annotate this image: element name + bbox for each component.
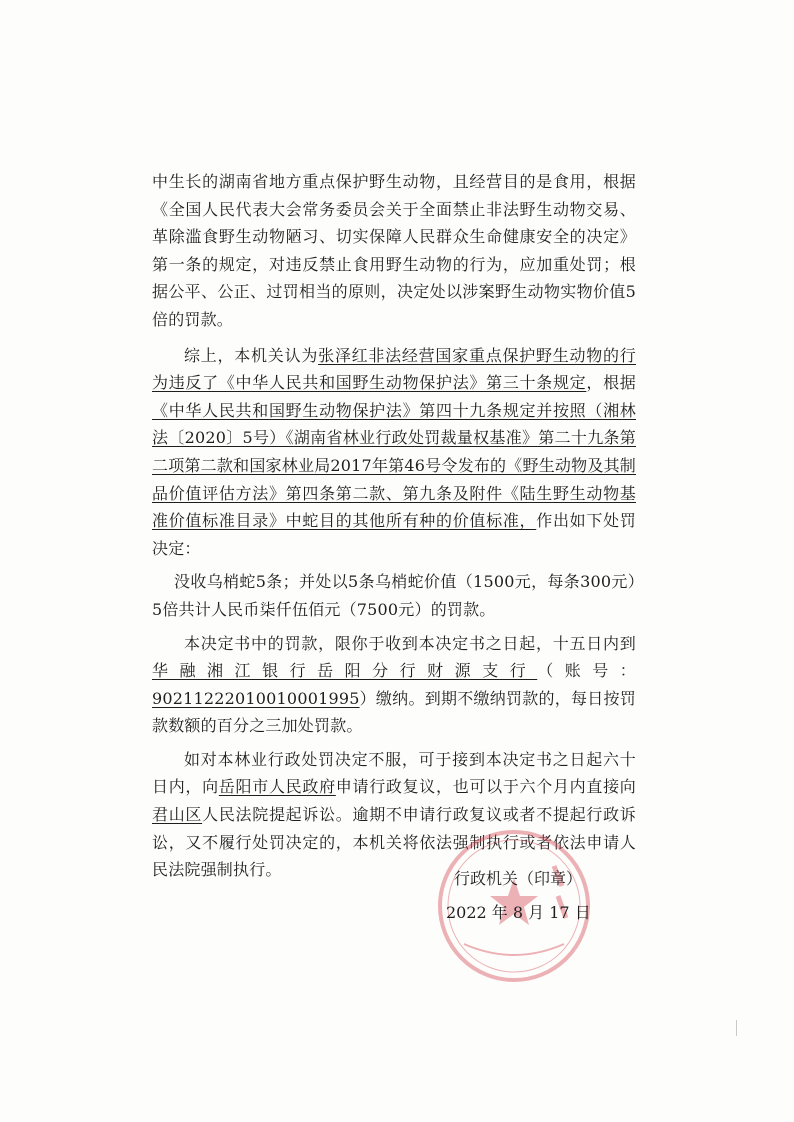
conclusion-end: 作出如下处罚决定： [152, 511, 636, 558]
conclusion-intro: 综上，本机关认为 [184, 345, 319, 365]
account-label: （账号： [537, 661, 636, 681]
penalty-basis-text: 《中华人民共和国野生动物保护法》第四十九条规定并按照（湘林法〔2020〕5号）《湖南省林业行政处罚裁量权基准》第二十九条第二项第二款和国家林业局2017年第46号令发布的《野生动物及其制品价值评估方法》第四条第二款、第九条及附件《陆生野生动物基准价值标准目录》中蛇目的其他所有种的价值标准， [152, 400, 636, 531]
paragraph-conclusion [152, 342, 636, 563]
issuing-authority-label: 行政机关（印章） [454, 869, 583, 888]
appeal-middle: 申请行政复议，也可以于六个月内直接向 [335, 777, 636, 797]
penalty-text: 没收乌梢蛇5条；并处以5条乌梢蛇价值（1500元，每条300元）5倍共计人民币柒仟伍佰元（7500元）的罚款。 [152, 572, 636, 619]
paragraph-text: 中生长的湖南省地方重点保护野生动物，且经营目的是食用，根据《全国人民代表大会常务委员会关于全面禁止非法野生动物交易、革除滥食野生动物陋习、切实保障人民群众生命健康安全的决定》第一条的规定，对违反禁止食用野生动物的行为，应加重处罚；根据公平、公正、过罚相当的原则，决定处以涉案野生动物实物价值5倍的罚款。 [152, 172, 636, 329]
court-district: 君山区 [152, 805, 203, 825]
issue-date: 2022 年 8 月 17 日 [446, 903, 591, 922]
conclusion-connector: ，根据 [586, 373, 636, 393]
payment-deadline-text: 缴纳。到期不缴纳罚款的，每日按罚款数额的百分之三加处罚款。 [152, 688, 637, 736]
paragraph-penalty [152, 568, 636, 623]
appeal-intro: 如对本林业行政处罚决定不服，可于接到本决定书之日起六十日内，向 [152, 749, 636, 797]
appeal-end: 人民法院提起诉讼。逾期不申请行政复议或者不提起行政诉讼，又不履行处罚决定的，本机关将依法强制执行或者依法申请人民法院强制执行。 [152, 805, 636, 880]
account-number: 90211222010010001995 [152, 688, 360, 708]
payment-intro: 本决定书中的罚款，限你于收到本决定书之日起，十五日内到 [184, 633, 636, 653]
bank-name: 华融湘江银行岳阳分行财源支行 [152, 661, 538, 681]
review-authority: 岳阳市人民政府 [218, 777, 336, 797]
scan-mark [736, 1020, 737, 1036]
decision-body [152, 168, 636, 884]
signature-block [446, 864, 591, 928]
paragraph-legal-basis [152, 168, 636, 334]
violation-text: 张泽红非法经营国家重点保护野生动物的行为违反了《中华人民共和国野生动物保护法》第三十条规定 [152, 345, 636, 393]
account-close: ） [359, 688, 376, 708]
paragraph-payment [152, 630, 636, 740]
